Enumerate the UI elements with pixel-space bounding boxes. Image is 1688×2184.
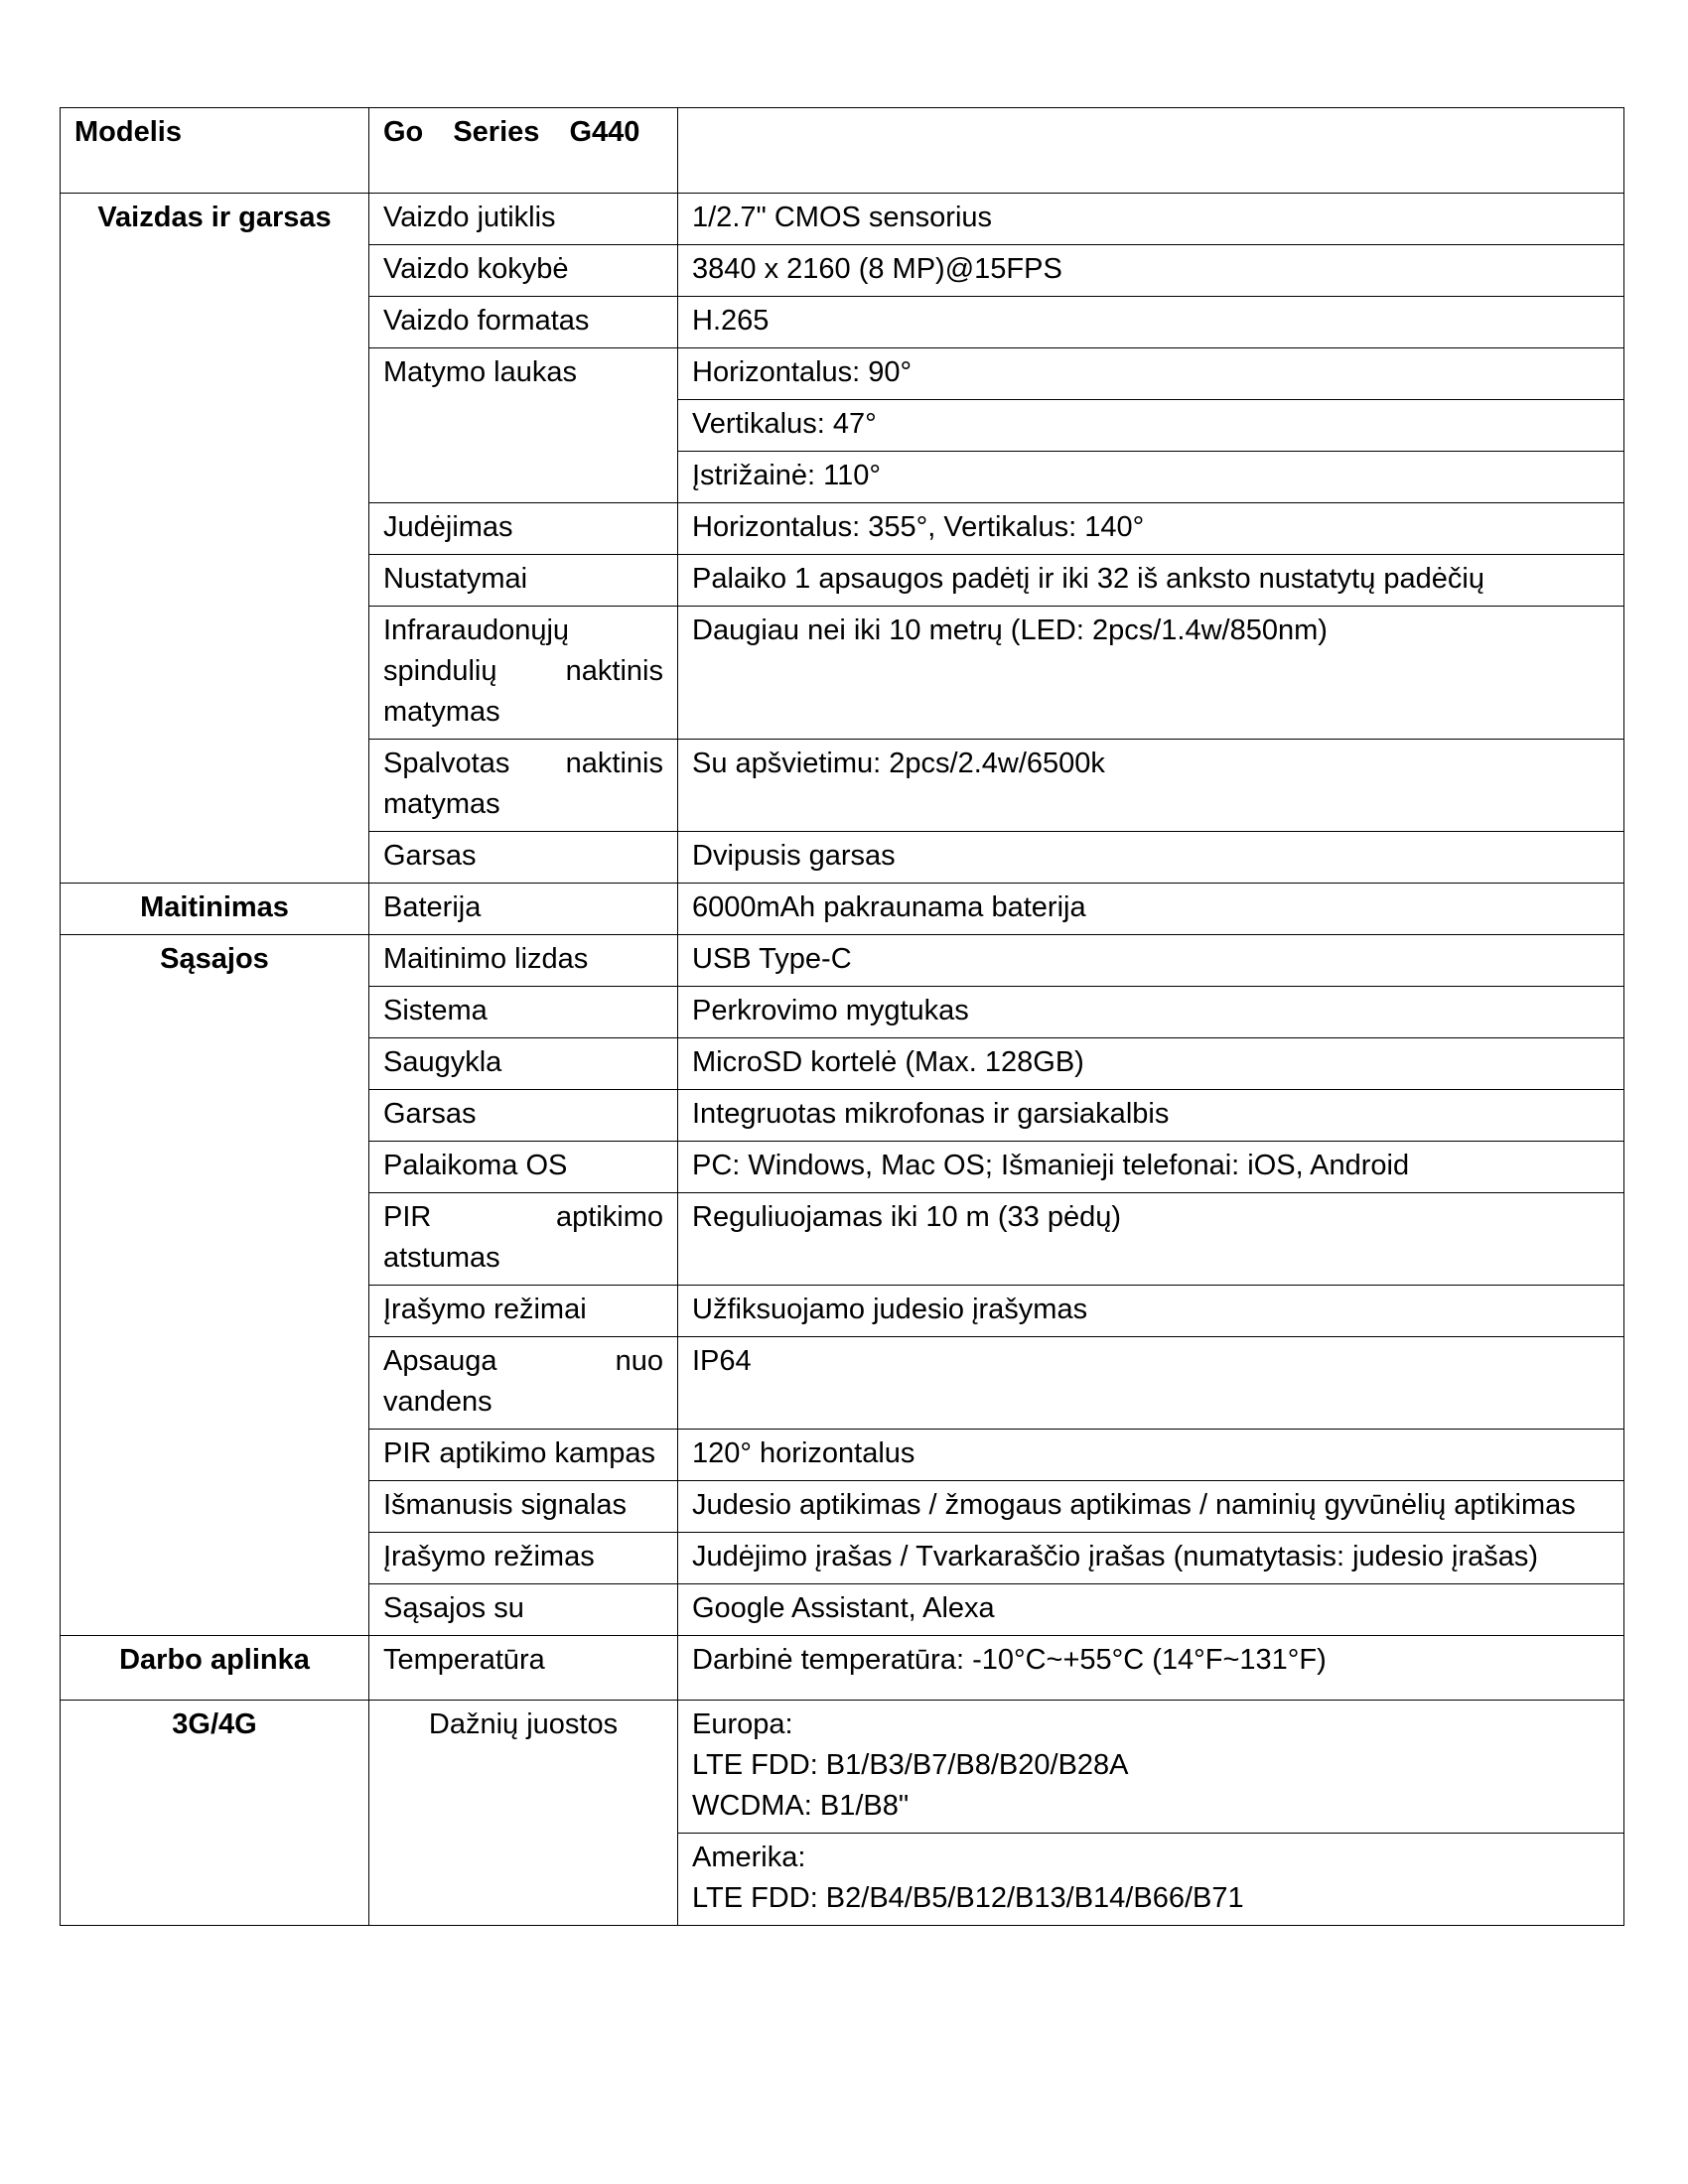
row-value: IP64 xyxy=(678,1337,1624,1430)
row-value: Darbinė temperatūra: -10°C~+55°C (14°F~131°F) xyxy=(678,1636,1624,1701)
row-value: Vertikalus: 47° xyxy=(678,400,1624,452)
band-line: LTE FDD: B2/B4/B5/B12/B13/B14/B66/B71 xyxy=(692,1882,1244,1914)
model-heading: Modelis xyxy=(61,108,369,194)
section-title-network: 3G/4G xyxy=(61,1701,369,1926)
row-label: Judėjimas xyxy=(369,503,678,555)
section-title-interfaces: Sąsajos xyxy=(61,935,369,1636)
row-value: Užfiksuojamo judesio įrašymas xyxy=(678,1286,1624,1337)
section-title-environment: Darbo aplinka xyxy=(61,1636,369,1701)
row-label: Vaizdo jutiklis xyxy=(369,194,678,245)
row-label: Matymo laukas xyxy=(369,348,678,503)
row-label: Palaikoma OS xyxy=(369,1142,678,1193)
row-label: Apsauga nuo vandens xyxy=(369,1337,678,1430)
row-label: Infraraudonųjų spindulių naktinis matymas xyxy=(369,607,678,740)
row-value: 120° horizontalus xyxy=(678,1430,1624,1481)
row-label: Nustatymai xyxy=(369,555,678,607)
row-label: Temperatūra xyxy=(369,1636,678,1701)
row-value: Horizontalus: 90° xyxy=(678,348,1624,400)
row-label: Garsas xyxy=(369,1090,678,1142)
row-label: Išmanusis signalas xyxy=(369,1481,678,1533)
row-value: MicroSD kortelė (Max. 128GB) xyxy=(678,1038,1624,1090)
row-label: Vaizdo formatas xyxy=(369,297,678,348)
section-title-power: Maitinimas xyxy=(61,884,369,935)
band-line: WCDMA: B1/B8" xyxy=(692,1790,910,1822)
row-label: PIR aptikimo atstumas xyxy=(369,1193,678,1286)
row-label: Baterija xyxy=(369,884,678,935)
row-value: Judesio aptikimas / žmogaus aptikimas / naminių gyvūnėlių aptikimas xyxy=(678,1481,1624,1533)
row-value: Įstrižainė: 110° xyxy=(678,452,1624,503)
row-label: Sąsajos su xyxy=(369,1584,678,1636)
row-value: Google Assistant, Alexa xyxy=(678,1584,1624,1636)
row-value: USB Type-C xyxy=(678,935,1624,987)
band-line: Europa: xyxy=(692,1708,793,1740)
header-empty-cell xyxy=(678,108,1624,194)
row-value: Reguliuojamas iki 10 m (33 pėdų) xyxy=(678,1193,1624,1286)
row-value: H.265 xyxy=(678,297,1624,348)
row-label: Įrašymo režimas xyxy=(369,1533,678,1584)
table-row xyxy=(61,884,1624,935)
table-row xyxy=(61,1636,1624,1701)
row-label: Spalvotas naktinis matymas xyxy=(369,740,678,832)
section-title-video: Vaizdas ir garsas xyxy=(61,194,369,884)
row-label: PIR aptikimo kampas xyxy=(369,1430,678,1481)
row-value: PC: Windows, Mac OS; Išmanieji telefonai: iOS, Android xyxy=(678,1142,1624,1193)
row-label: Saugykla xyxy=(369,1038,678,1090)
row-value: Daugiau nei iki 10 metrų (LED: 2pcs/1.4w/850nm) xyxy=(678,607,1624,740)
band-line: LTE FDD: B1/B3/B7/B8/B20/B28A xyxy=(692,1749,1129,1781)
row-value: 3840 x 2160 (8 MP)@15FPS xyxy=(678,245,1624,297)
row-value: 6000mAh pakraunama baterija xyxy=(678,884,1624,935)
row-label: Dažnių juostos xyxy=(369,1701,678,1926)
row-value: Dvipusis garsas xyxy=(678,832,1624,884)
table-header-row xyxy=(61,108,1624,194)
table-row xyxy=(61,194,1624,245)
band-line: Amerika: xyxy=(692,1842,806,1873)
row-label: Maitinimo lizdas xyxy=(369,935,678,987)
row-value: Su apšvietimu: 2pcs/2.4w/6500k xyxy=(678,740,1624,832)
row-value: Horizontalus: 355°, Vertikalus: 140° xyxy=(678,503,1624,555)
row-label: Sistema xyxy=(369,987,678,1038)
row-value: Palaiko 1 apsaugos padėtį ir iki 32 iš anksto nustatytų padėčių xyxy=(678,555,1624,607)
table-row xyxy=(61,935,1624,987)
row-label: Vaizdo kokybė xyxy=(369,245,678,297)
band-list-europe xyxy=(678,1701,1624,1834)
row-value: Judėjimo įrašas / Tvarkaraščio įrašas (numatytasis: judesio įrašas) xyxy=(678,1533,1624,1584)
row-label: Garsas xyxy=(369,832,678,884)
model-name: Go Series G440 xyxy=(369,108,678,194)
row-value: 1/2.7" CMOS sensorius xyxy=(678,194,1624,245)
specification-table xyxy=(60,107,1624,1926)
band-list-america xyxy=(678,1834,1624,1926)
row-label: Įrašymo režimai xyxy=(369,1286,678,1337)
row-value: Perkrovimo mygtukas xyxy=(678,987,1624,1038)
table-row xyxy=(61,1701,1624,1834)
row-value: Integruotas mikrofonas ir garsiakalbis xyxy=(678,1090,1624,1142)
